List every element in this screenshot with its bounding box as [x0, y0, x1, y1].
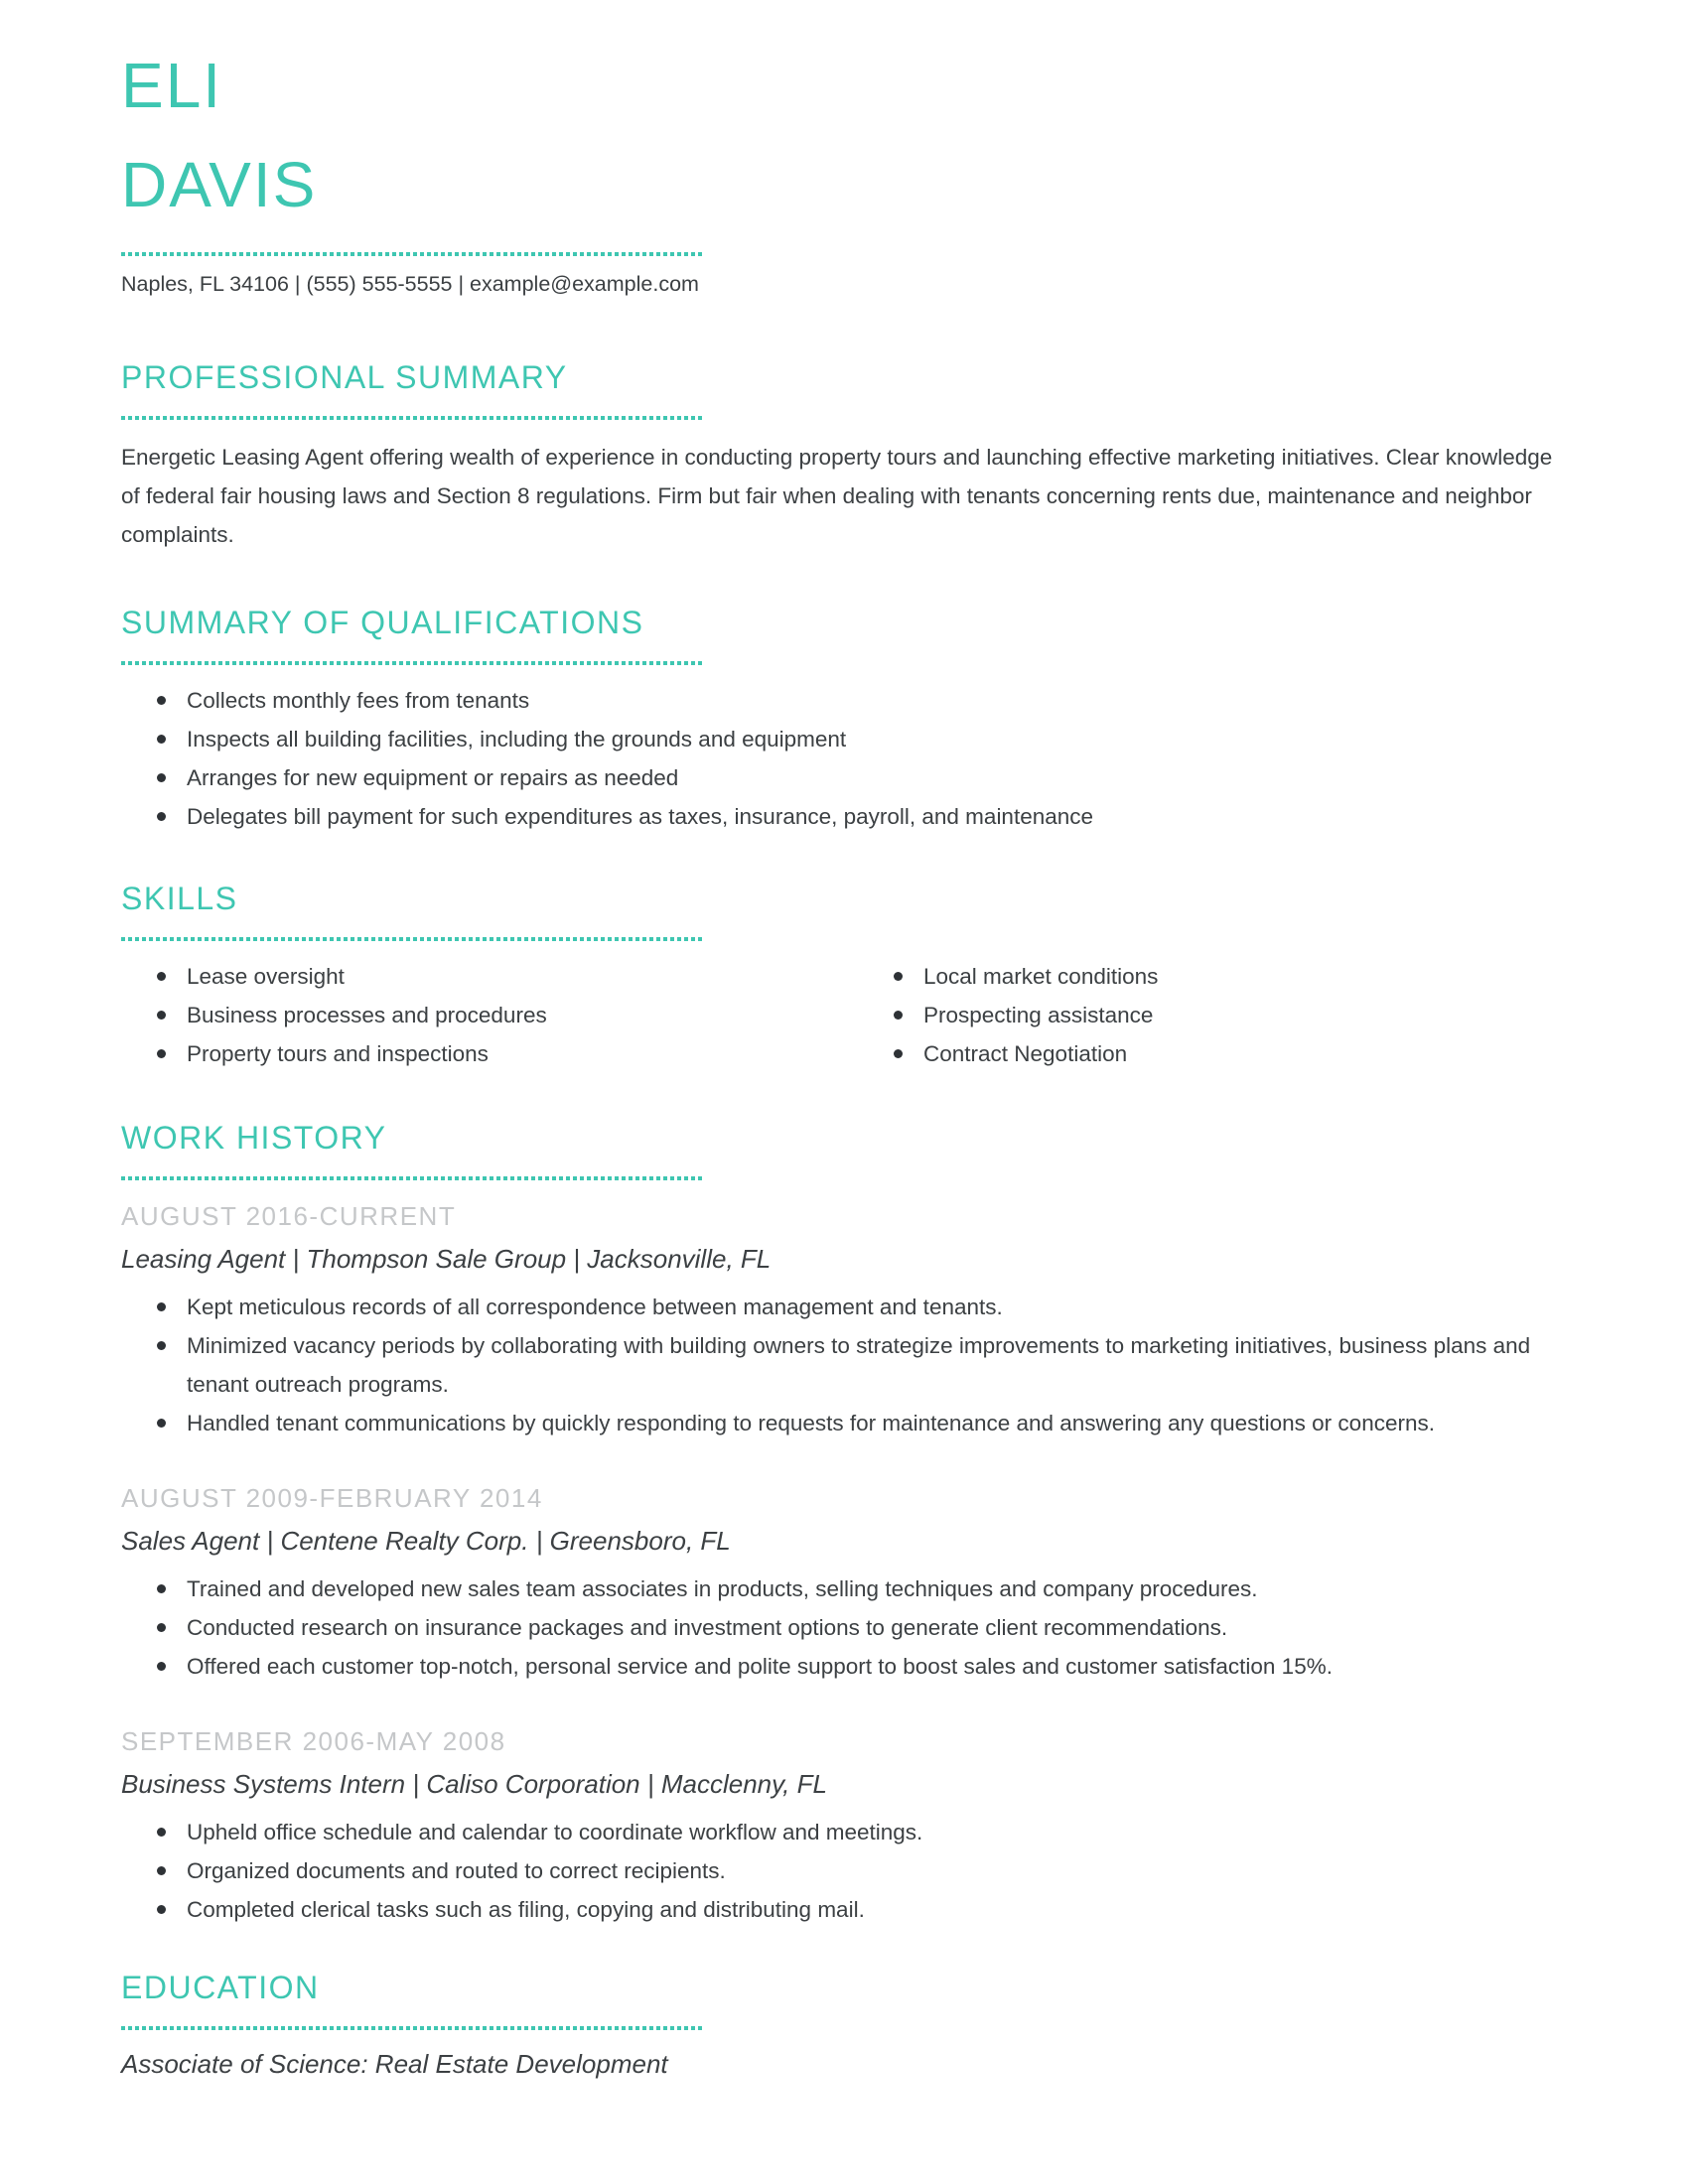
job-duties-list	[121, 1570, 1564, 1686]
list-item: Local market conditions	[858, 957, 1564, 996]
job-date: AUGUST 2009-FEBRUARY 2014	[121, 1483, 543, 1513]
name-heading	[121, 36, 1564, 234]
dotted-divider	[121, 1176, 705, 1180]
skills-list-left	[121, 957, 858, 1073]
list-item: Minimized vacancy periods by collaborating with building owners to strategize improvements to marketing initiatives, business plans and tenant outreach programs.	[121, 1326, 1564, 1404]
summary-paragraph: Energetic Leasing Agent offering wealth of experience in conducting property tours and launching effective marketing initiatives. Clear knowledge of federal fair housing laws and Section 8 regulations. Firm but fair when dealing with tenants concerning rents due, maintenance and neighbor complaints.	[121, 445, 1553, 547]
header	[121, 36, 1564, 297]
section-title-skills: SKILLS	[121, 881, 238, 916]
job-entry	[121, 1725, 1564, 1929]
list-item: Delegates bill payment for such expenditures as taxes, insurance, payroll, and maintenance	[121, 797, 1564, 836]
list-item: Collects monthly fees from tenants	[121, 681, 1564, 720]
list-item: Property tours and inspections	[121, 1034, 858, 1073]
dotted-divider	[121, 252, 705, 256]
job-title: Business Systems Intern | Caliso Corporation | Macclenny, FL	[121, 1769, 827, 1799]
list-item: Contract Negotiation	[858, 1034, 1564, 1073]
job-duties-list	[121, 1288, 1564, 1442]
list-item: Upheld office schedule and calendar to coordinate workflow and meetings.	[121, 1813, 1564, 1851]
job-title: Sales Agent | Centene Realty Corp. | Greensboro, FL	[121, 1526, 731, 1556]
dotted-divider	[121, 416, 705, 420]
dotted-divider	[121, 2026, 705, 2030]
list-item: Trained and developed new sales team associates in products, selling techniques and company procedures.	[121, 1570, 1564, 1608]
degree-line: Associate of Science: Real Estate Development	[121, 2049, 668, 2079]
section-qualifications	[121, 604, 1564, 836]
job-date: AUGUST 2016-CURRENT	[121, 1201, 457, 1231]
section-title-qualifications: SUMMARY OF QUALIFICATIONS	[121, 605, 644, 640]
list-item: Conducted research on insurance packages and investment options to generate client recommendations.	[121, 1608, 1564, 1647]
section-skills	[121, 880, 1564, 1073]
job-entry	[121, 1200, 1564, 1442]
list-item: Prospecting assistance	[858, 996, 1564, 1034]
section-title-education: EDUCATION	[121, 1970, 320, 2005]
section-title-professional-summary: PROFESSIONAL SUMMARY	[121, 359, 568, 395]
contact-line: Naples, FL 34106 | (555) 555-5555 | example@example.com	[121, 272, 699, 296]
skills-columns	[121, 941, 1564, 1073]
list-item: Handled tenant communications by quickly responding to requests for maintenance and answering any questions or concerns.	[121, 1404, 1564, 1442]
dotted-divider	[121, 661, 705, 665]
list-item: Arranges for new equipment or repairs as needed	[121, 758, 1564, 797]
skills-list-right	[858, 957, 1564, 1073]
list-item: Offered each customer top-notch, personal service and polite support to boost sales and customer satisfaction 15%.	[121, 1647, 1564, 1686]
job-entry	[121, 1482, 1564, 1686]
section-work-history	[121, 1119, 1564, 1929]
job-date: SEPTEMBER 2006-MAY 2008	[121, 1726, 506, 1756]
list-item: Completed clerical tasks such as filing, copying and distributing mail.	[121, 1890, 1564, 1929]
list-item: Lease oversight	[121, 957, 858, 996]
qualifications-list	[121, 681, 1564, 836]
list-item: Business processes and procedures	[121, 996, 858, 1034]
last-name-line: DAVIS	[121, 149, 318, 220]
list-item: Kept meticulous records of all correspondence between management and tenants.	[121, 1288, 1564, 1326]
first-name-line: ELI	[121, 50, 223, 121]
list-item: Organized documents and routed to correct recipients.	[121, 1851, 1564, 1890]
job-duties-list	[121, 1813, 1564, 1929]
list-item: Inspects all building facilities, including the grounds and equipment	[121, 720, 1564, 758]
section-professional-summary	[121, 358, 1564, 554]
section-education	[121, 1969, 1564, 2080]
section-title-work-history: WORK HISTORY	[121, 1120, 387, 1156]
job-title: Leasing Agent | Thompson Sale Group | Jacksonville, FL	[121, 1244, 772, 1274]
